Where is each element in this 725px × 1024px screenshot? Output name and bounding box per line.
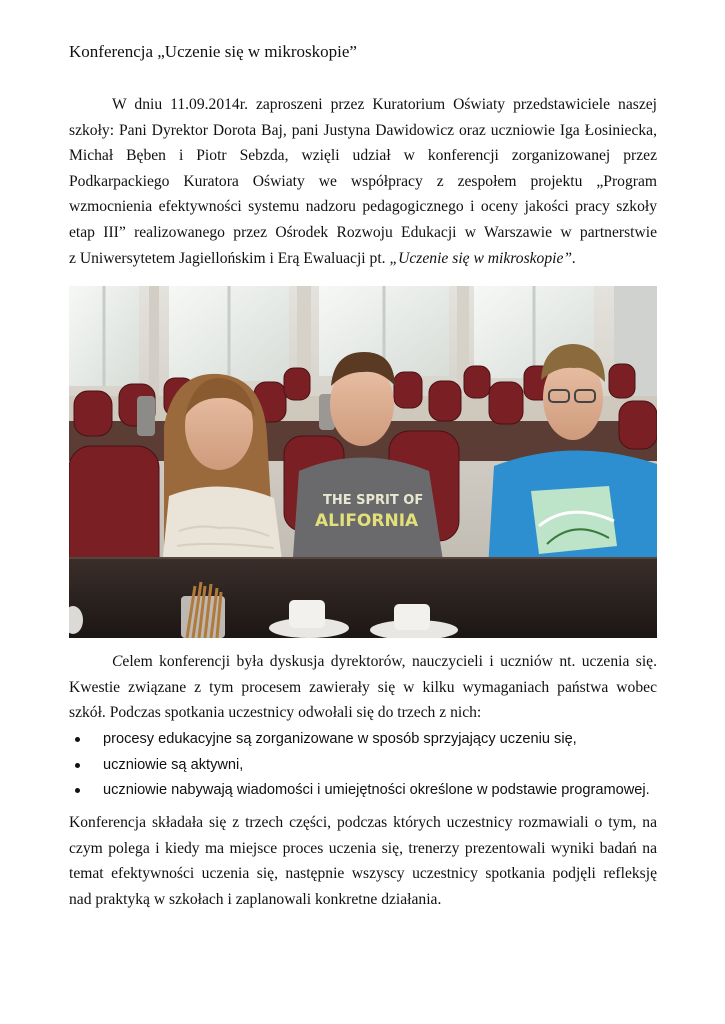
- intro-line: wzmocnienia efektywności systemu nadzoru pedagogicznego i oceny jakości pracy szkoły: [69, 198, 657, 216]
- document-title: Konferencja „Uczenie się w mikroskopie”: [69, 42, 357, 61]
- list-item-text: uczniowie nabywają wiadomości i umiejętności określone w podstawie programowej.: [103, 782, 650, 799]
- conference-title-italic: „Uczenie się w mikroskopie”.: [389, 249, 576, 267]
- summary-paragraph: [69, 810, 657, 912]
- goal-paragraph: [69, 649, 657, 726]
- list-item-text: procesy edukacyjne są zorganizowane w sposób sprzyjający uczeniu się,: [103, 731, 577, 747]
- bullet-icon: [75, 788, 80, 793]
- summary-line: Konferencja składała się z trzech części, podczas których uczestnicy rozmawiali o tym, na: [69, 814, 657, 831]
- bullet-icon: [75, 737, 80, 742]
- shirt-print-line1: THE SPRIT OF: [323, 493, 424, 508]
- requirements-list: [69, 727, 657, 804]
- intro-line: szkoły: Pani Dyrektor Dorota Baj, pani Justyna Dawidowicz oraz uczniowie Iga Łosiniecka,: [69, 121, 657, 139]
- intro-paragraph: [69, 92, 657, 271]
- drop-initial: C: [112, 653, 123, 670]
- goal-line-first-text: elem konferencji była dyskusja dyrektorów, nauczycieli i uczniów nt. uczenia się.: [122, 653, 657, 670]
- summary-line: nad praktyką w szkołach i zaplanowali konkretne działania.: [69, 890, 442, 908]
- intro-last-line-text: z Uniwersytetem Jagiellońskim i Erą Ewaluacji pt.: [69, 249, 390, 267]
- goal-line-first: [69, 649, 657, 675]
- summary-line: czym polega i kiedy ma miejsce proces uczenia się, trenerzy prezentowali wyniki badań na: [69, 839, 657, 857]
- bullet-icon: [75, 763, 80, 768]
- goal-line: szkół. Podczas spotkania uczestnicy odwołali się do trzech z nich:: [69, 704, 482, 722]
- summary-line: temat efektywności uczenia się, następnie wszyscy uczestnicy spotkania podjęli refleksję: [69, 865, 657, 883]
- list-item: [69, 753, 657, 779]
- conference-photo: [69, 286, 657, 638]
- intro-line: Michał Bęben i Piotr Sebzda, wzięli udział w konferencji zorganizowanej przez: [69, 147, 657, 165]
- goal-line: Kwestie związane z tym procesem zawierały się w kilku wymaganiach państwa wobec: [69, 678, 657, 696]
- intro-line: Podkarpackiego Kuratora Oświaty we współpracy z zespołem projektu „Program: [69, 172, 657, 190]
- shirt-print-line2: ALIFORNIA: [315, 511, 419, 531]
- list-item: [69, 778, 657, 804]
- list-item-text: uczniowie są aktywni,: [103, 756, 244, 773]
- list-item: [69, 727, 657, 753]
- intro-line: etap III” realizowanego przez Ośrodek Rozwoju Edukacji w Warszawie w partnerstwie: [69, 223, 657, 241]
- intro-last-line: [69, 246, 657, 272]
- intro-line: W dniu 11.09.2014r. zaproszeni przez Kuratorium Oświaty przedstawiciele naszej: [112, 96, 657, 113]
